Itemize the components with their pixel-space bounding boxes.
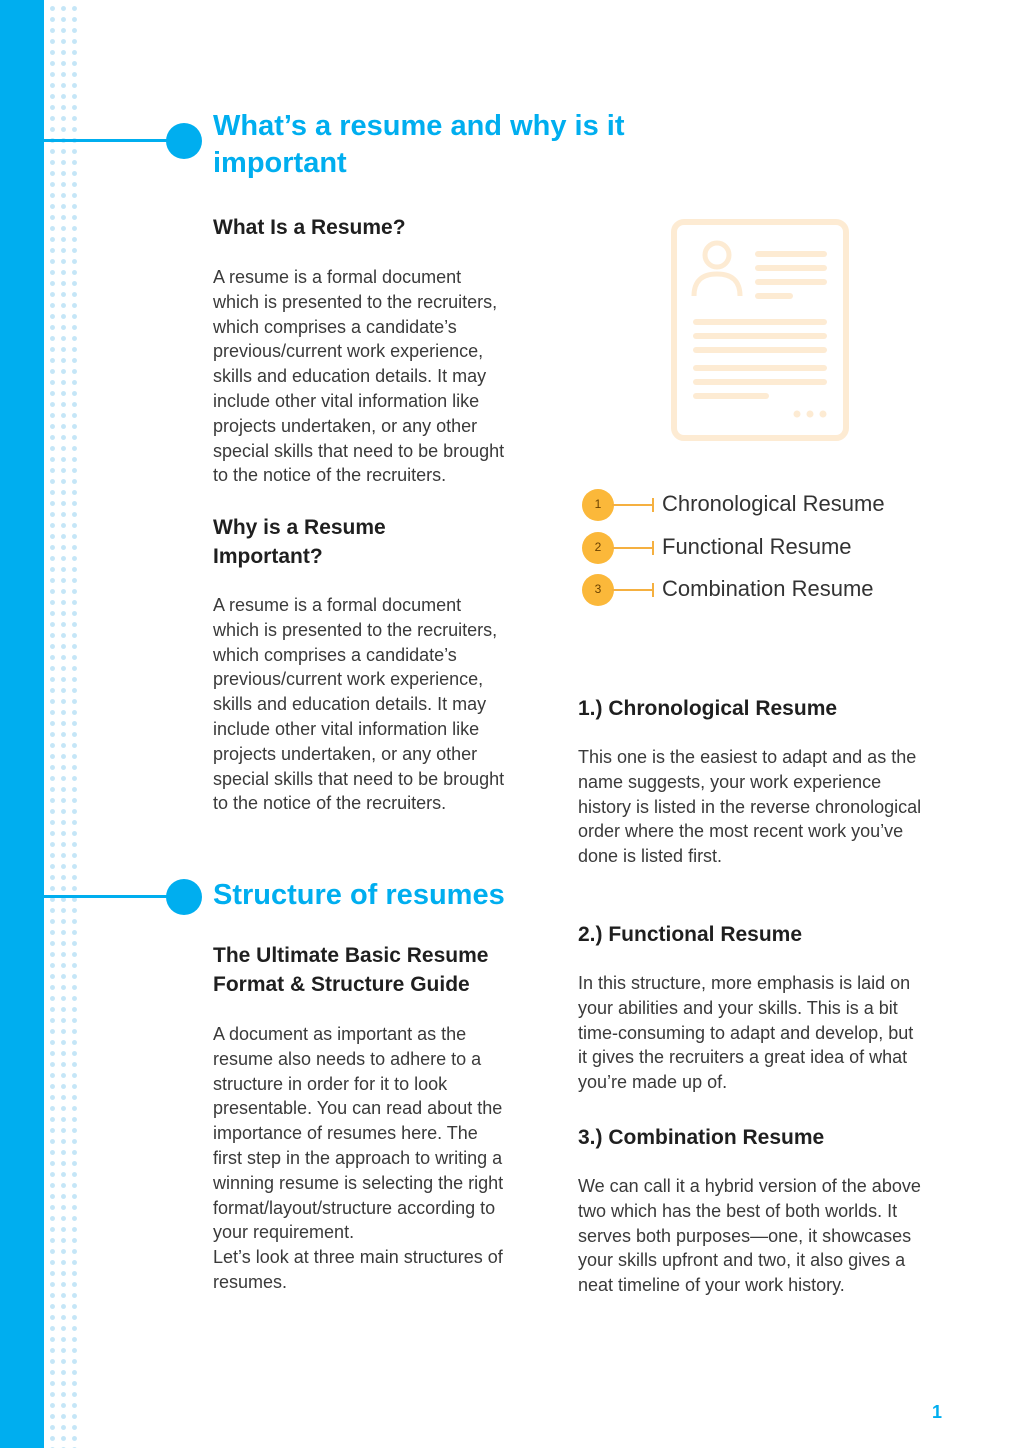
heading-functional: 2.) Functional Resume (578, 923, 803, 946)
heading-why-resume-important: Why is a Resume Important? (213, 516, 386, 568)
list-item-combination (582, 574, 922, 604)
paragraph-ultimate-guide: A document as important as the resume also needs to adhere to a structure in order for it to look presentable. You can read about the importance of resumes here. The first step in the approach to writing a winning resume is selecting the right format/layout/structure according to your requirement. Let’s look at three main structures of resumes. (213, 1024, 504, 1292)
timeline-connector (44, 895, 184, 898)
sidebar-stripe (0, 0, 44, 1448)
badge-connector-cap (652, 498, 654, 512)
badge-connector (612, 504, 653, 506)
badge-connector (612, 589, 653, 591)
timeline-node (166, 123, 202, 159)
number-badge: 3 (582, 574, 614, 606)
page-number: 1 (932, 1402, 943, 1422)
paragraph-chronological: This one is the easiest to adapt and as the name suggests, your work experience history is listed in the reverse chronological order where the most recent work you’ve done is listed first. (578, 747, 922, 867)
list-item-chronological (582, 489, 922, 519)
list-item-label: Functional Resume (662, 534, 852, 559)
dot-pattern (44, 0, 78, 1448)
list-item-label: Combination Resume (662, 576, 874, 601)
list-item-functional (582, 532, 922, 562)
number-badge: 2 (582, 532, 614, 564)
paragraph-combination: We can call it a hybrid version of the above two which has the best of both worlds. It serves both purposes—one, it showcases your skills upfront and two, it also gives a neat timeline of your work history. (578, 1176, 921, 1296)
number-badge: 1 (582, 489, 614, 521)
heading-what-is-resume: What Is a Resume? (213, 216, 406, 239)
paragraph-what-is-resume: A resume is a formal document which is presented to the recruiters, which comprises a candidate’s previous/current work experience, skills and education details. It may include other vital information like projects undertaken, or any other special skills that need to be brought to the notice of the recruiters. (213, 267, 505, 486)
list-item-label: Chronological Resume (662, 491, 885, 516)
heading-combination: 3.) Combination Resume (578, 1126, 825, 1149)
section-title-what-resume: What’s a resume and why is it important (213, 110, 625, 179)
badge-connector-cap (652, 541, 654, 555)
badge-connector (612, 547, 653, 549)
paragraph-functional: In this structure, more emphasis is laid on your abilities and your skills. This is a bit time-consuming to adapt and develop, but it gives the recruiters a great idea of what you’re made up of. (578, 973, 914, 1093)
badge-connector-cap (652, 583, 654, 597)
heading-ultimate-guide: The Ultimate Basic Resume Format & Structure Guide (213, 944, 489, 996)
timeline-connector (44, 139, 184, 142)
section-title-structure: Structure of resumes (213, 879, 505, 911)
heading-chronological: 1.) Chronological Resume (578, 697, 838, 720)
paragraph-why-resume-important: A resume is a formal document which is presented to the recruiters, which comprises a candidate’s previous/current work experience, skills and education details. It may include other vital information like projects undertaken, or any other special skills that need to be brought to the notice of the recruiters. (213, 595, 505, 814)
timeline-node (166, 879, 202, 915)
resume-document-icon (670, 218, 850, 444)
